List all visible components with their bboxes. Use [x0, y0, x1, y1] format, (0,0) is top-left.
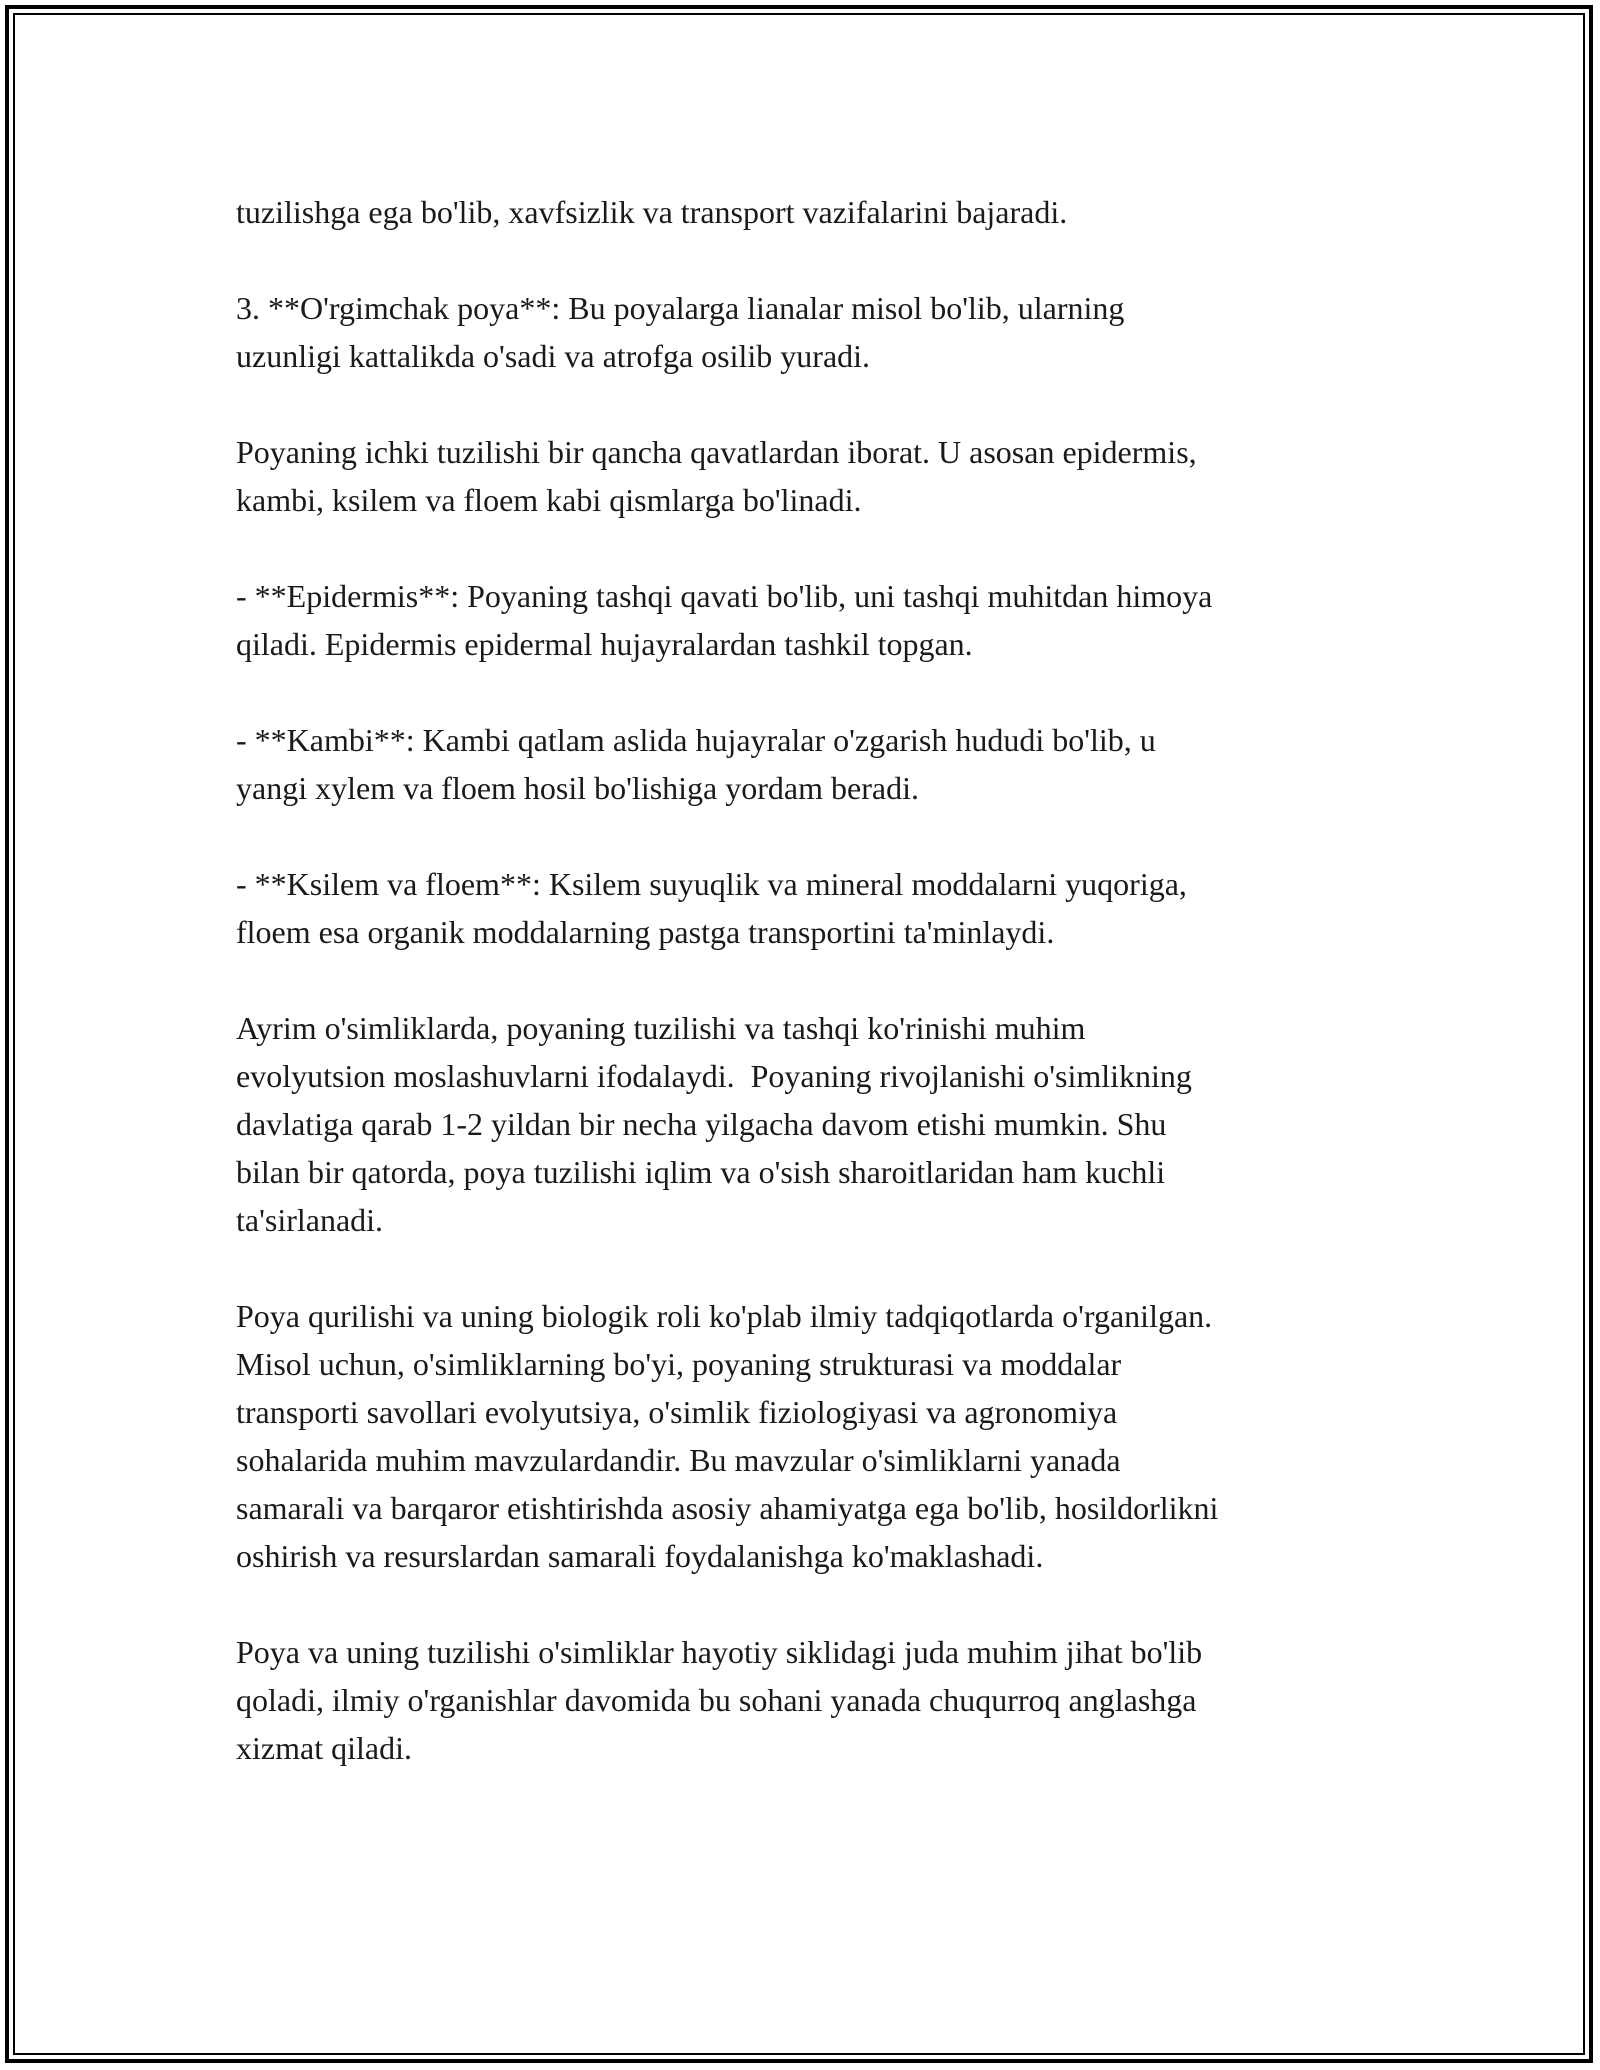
paragraph-internal-structure: Poyaning ichki tuzilishi bir qancha qavatlardan iborat. U asosan epidermis, kambi, ksilem va floem kabi qismlarga bo'linadi. [236, 434, 1197, 518]
paragraph-epidermis: - **Epidermis**: Poyaning tashqi qavati bo'lib, uni tashqi muhitdan himoya qiladi. Epidermis epidermal hujayralardan tashkil topgan. [236, 578, 1213, 662]
paragraph-continuation: tuzilishga ega bo'lib, xavfsizlik va transport vazifalarini bajaradi. [236, 194, 1068, 230]
paragraph-orgimchak-poya: 3. **O'rgimchak poya**: Bu poyalarga lianalar misol bo'lib, ularning uzunligi kattalikda o'sadi va atrofga osilib yuradi. [236, 290, 1125, 374]
paragraph-evolution: Ayrim o'simliklarda, poyaning tuzilishi va tashqi ko'rinishi muhim evolyutsion moslashuvlarni ifodalaydi. Poyaning rivojlanishi o'simlikning davlatiga qarab 1-2 yildan bir necha yilgacha davom etishi mumkin. Shu bilan bir qatorda, poya tuzilishi iqlim va o'sish sharoitlaridan ham kuchli ta'sirlanadi. [236, 1010, 1192, 1238]
paragraph-conclusion: Poya va uning tuzilishi o'simliklar hayotiy siklidagi juda muhim jihat bo'lib qoladi, ilmiy o'rganishlar davomida bu sohani yanada chuqurroq anglashga xizmat qiladi. [236, 1634, 1203, 1766]
paragraph-ksilem-floem: - **Ksilem va floem**: Ksilem suyuqlik va mineral moddalarni yuqoriga, floem esa organik moddalarning pastga transportini ta'minlaydi. [236, 866, 1187, 950]
document-body [236, 188, 1376, 1772]
paragraph-kambi: - **Kambi**: Kambi qatlam aslida hujayralar o'zgarish hududi bo'lib, u yangi xylem va floem hosil bo'lishiga yordam beradi. [236, 722, 1156, 806]
paragraph-research: Poya qurilishi va uning biologik roli ko'plab ilmiy tadqiqotlarda o'rganilgan. Misol uchun, o'simliklarning bo'yi, poyaning strukturasi va moddalar transporti savollari evolyutsiya, o'simlik fiziologiyasi va agronomiya sohalarida muhim mavzulardandir. Bu mavzular o'simliklarni yanada samarali va barqaror etishtirishda asosiy ahamiyatga ega bo'lib, hosildorlikni oshirish va resurslardan samarali foydalanishga ko'maklashadi. [236, 1298, 1219, 1574]
